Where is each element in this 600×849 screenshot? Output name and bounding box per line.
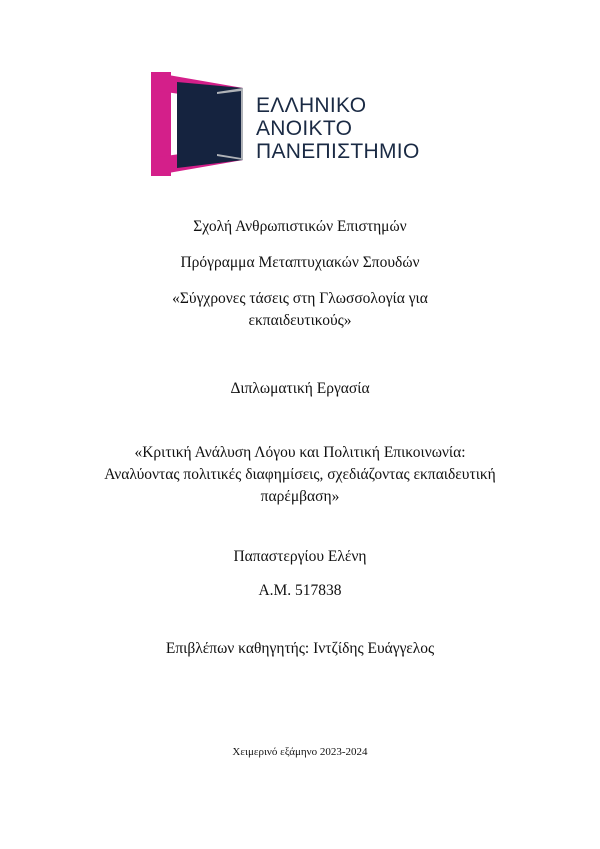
school-name: Σχολή Ανθρωπιστικών Επιστημών: [193, 218, 407, 235]
logo-wordmark: [256, 94, 420, 163]
program-title-line: εκπαιδευτικούς»: [248, 312, 352, 329]
thesis-title-line: παρέμβαση»: [260, 488, 340, 505]
logo-line: ΑΝΟΙΚΤΟ: [256, 117, 353, 140]
student-id: Α.Μ. 517838: [258, 582, 342, 599]
thesis-title-line: «Κριτική Ανάλυση Λόγου και Πολιτική Επικοινωνία:: [134, 444, 466, 461]
thesis-title-line: Αναλύοντας πολιτικές διαφημίσεις, σχεδιάζοντας εκπαιδευτική: [104, 466, 496, 483]
logo-line: ΕΛΛΗΝΙΚΟ: [256, 94, 367, 117]
university-logo: [151, 72, 421, 176]
semester: Χειμερινό εξάμηνο 2023-2024: [232, 746, 368, 758]
logo-line: ΠΑΝΕΠΙΣΤΗΜΙΟ: [256, 140, 420, 163]
open-university-logo-icon: [151, 72, 251, 176]
author-name: Παπαστεργίου Ελένη: [233, 548, 367, 565]
program-title-line: «Σύγχρονες τάσεις στη Γλωσσολογία για: [172, 290, 428, 307]
supervisor: Επιβλέπων καθηγητής: Ιντζίδης Ευάγγελος: [165, 640, 435, 657]
document-type: Διπλωματική Εργασία: [230, 380, 370, 397]
program-name: Πρόγραμμα Μεταπτυχιακών Σπουδών: [180, 254, 420, 271]
